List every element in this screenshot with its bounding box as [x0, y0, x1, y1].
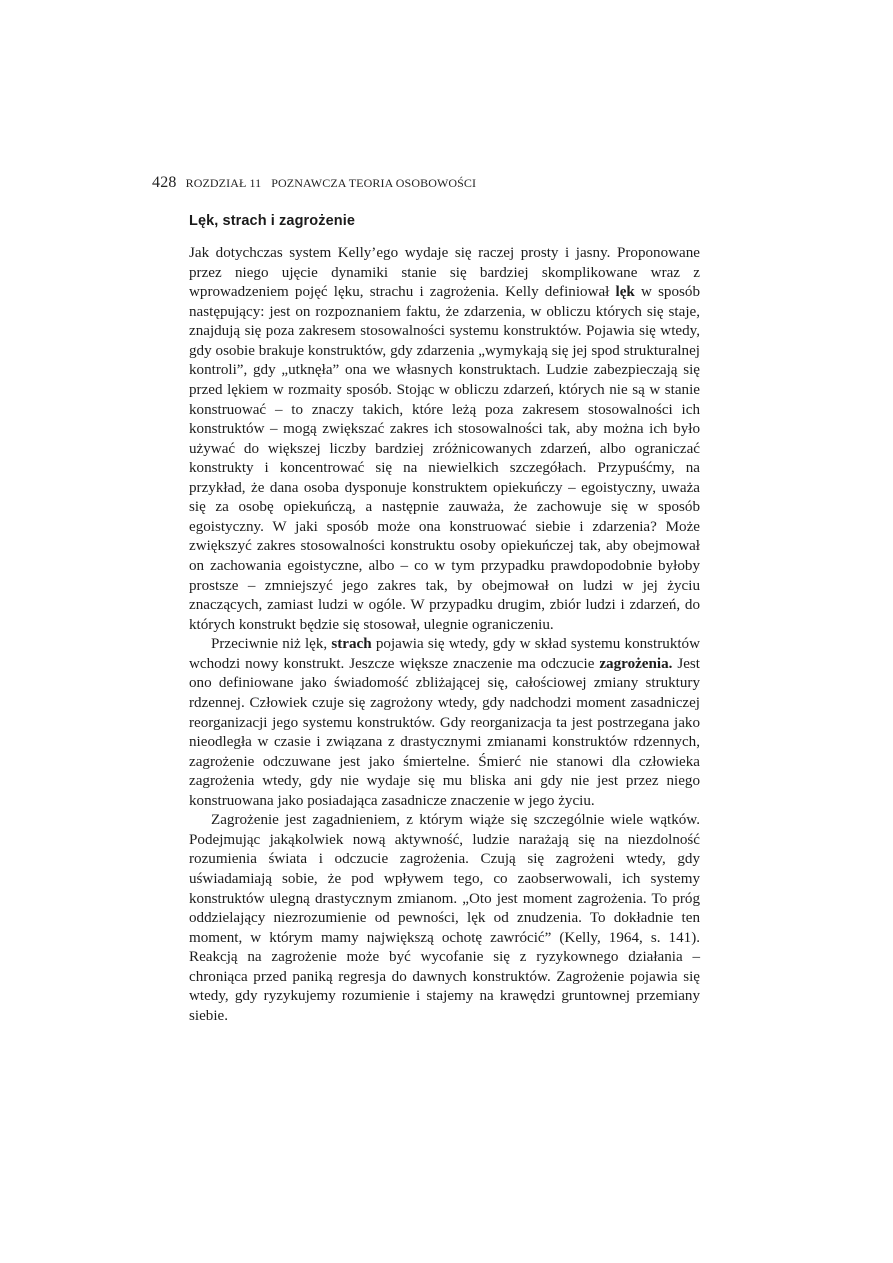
running-head: [152, 174, 712, 194]
paragraph-2-text-c: Jest ono definiowane jako świadomość zbliżającej się, całościowej zmiany struktury rdzennej. Człowiek czuje się zagrożony wtedy, gdy nadchodzi moment zasadniczej reorganizacji jego systemu konstruktów. Gdy reorganizacja ta jest postrzegana jako nieodległa w czasie i związana z drastycznymi zmianami konstruktów rdzennych, zagrożenie odczuwane jest jako śmiertelne. Śmierć nie stanowi dla człowieka zagrożenia wtedy, gdy nie wydaje się mu bliska ani gdy nie jest przez niego konstruowana jako posiadająca zasadnicze znaczenie w jego życiu.: [189, 655, 700, 809]
paragraph-3: [189, 811, 700, 1026]
page-number: 428: [152, 174, 177, 191]
chapter-label: ROZDZIAŁ 11: [185, 176, 262, 190]
paragraph-2-text-a: Przeciwnie niż lęk,: [211, 636, 332, 653]
term-lek: lęk: [615, 284, 635, 301]
body-text: [189, 244, 700, 1027]
paragraph-1-text-b: w sposób następujący: jest on rozpoznaniem faktu, że zdarzenia, w obliczu których się staje, znajdują się poza zakresem stosowalności systemu konstruktów. Pojawia się wtedy, gdy osobie brakuje konstruktów, gdy zdarzenia „wymykają się jej spod strukturalnej kontroli”, gdy „utknęła” ona we własnych konstruktach. Ludzie zabezpieczają się przed lękiem w rozmaity sposób. Stojąc w obliczu zdarzeń, których nie są w stanie konstruować – to znaczy takich, które leżą poza zakresem stosowalności ich konstruktów – mogą zwiększać zakres ich stosowalności tak, aby można ich było używać do większej liczby bardziej zróżnicowanych zdarzeń, albo ograniczać konstrukty i koncentrować się na niewielkich szczegółach. Przypuśćmy, na przykład, że dana osoba dysponuje konstruktem opiekuńczy – egoistyczny, uważa się za osobę opiekuńczą, a następnie zauważa, że zachowuje się w sposób egoistyczny. W jaki sposób może ona konstruować siebie i zdarzenia? Może zwiększyć zakres stosowalności konstruktu osoby opiekuńczej tak, aby obejmował on zachowania egoistyczne, albo – co w tym przypadku prawdopodobnie byłoby prostsze – zmniejszyć jego zakres tak, by obejmował on ludzi w jej życiu znaczących, zamiast ludzi w ogóle. W przypadku drugim, zbiór ludzi i zdarzeń, do których konstrukt będzie się stosował, ulegnie ograniczeniu.: [189, 284, 700, 633]
term-strach: strach: [331, 636, 372, 653]
paragraph-1: [189, 244, 700, 635]
section-heading: Lęk, strach i zagrożenie: [189, 213, 355, 229]
paragraph-2: [189, 635, 700, 811]
paragraph-3-text: Zagrożenie jest zagadnieniem, z którym wiąże się szczególnie wiele wątków. Podejmując jakąkolwiek nową aktywność, ludzie narażają się na niezdolność rozumienia świata i odczucie zagrożenia. Czują się zagrożeni wtedy, gdy uświadamiają sobie, że pod wpływem tego, co zaobserwowali, ich systemy konstruktów ulegną drastycznym zmianom. „Oto jest moment zagrożenia. To próg oddzielający niezrozumienie od pewności, lęk od znudzenia. To dokładnie ten moment, w którym mamy największą ochotę zawrócić” (Kelly, 1964, s. 141). Reakcją na zagrożenie może być wycofanie się z ryzykownego działania – chroniąca przed paniką regresja do dawnych konstruktów. Zagrożenie pojawia się wtedy, gdy ryzykujemy rozumienie i stajemy na krawędzi gruntownej przemiany siebie.: [189, 812, 700, 1024]
paragraph-2-text-b: pojawia się wtedy, gdy w skład systemu konstruktów wchodzi nowy konstrukt. Jeszcze większe znaczenie ma odczucie: [189, 636, 701, 672]
paragraph-1-text-a: Jak dotychczas system Kelly’ego wydaje się raczej prosty i jasny. Proponowane przez niego ujęcie dynamiki stanie się bardziej skomplikowane wraz z wprowadzeniem pojęć lęku, strachu i zagrożenia. Kelly definiował: [189, 245, 700, 301]
chapter-title: POZNAWCZA TEORIA OSOBOWOŚCI: [271, 176, 477, 190]
term-zagrozenie: zagrożenia.: [599, 655, 673, 672]
